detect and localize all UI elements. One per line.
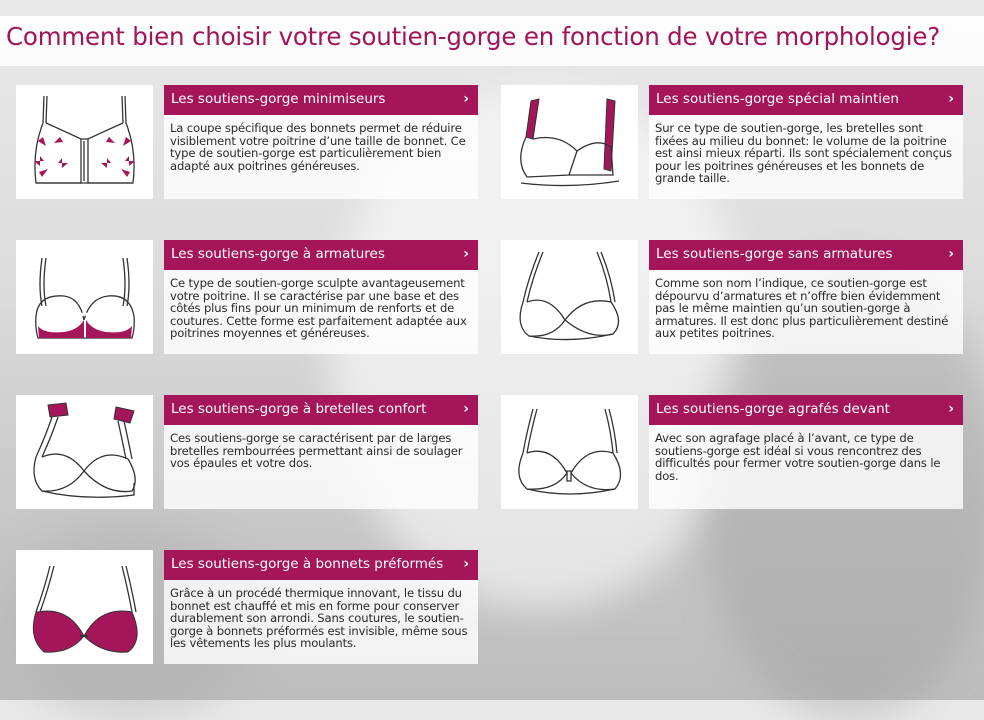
- card-title-link[interactable]: [164, 85, 478, 115]
- card-image: [501, 395, 638, 509]
- chevron-right-icon: ›: [463, 246, 469, 262]
- card-description: Comme son nom l’indique, ce soutien-gorge est dépourvu d’armatures et n’offre bien évidemment pas le même maintien qu’un soutien-gorge à armatures. Il est donc plus particulièrement destiné aux petites poitrines.: [655, 276, 949, 341]
- card-title-link[interactable]: [164, 550, 478, 580]
- card-special-maintien: [501, 85, 961, 199]
- support-bra-icon: [509, 91, 630, 193]
- card-description: Grâce à un procédé thermique innovant, le tissu du bonnet est chauffé et mis en forme pour conserver durablement son arrondi. Sans coutures, le soutien-gorge à bonnets préformés est invisible, même sous les vêtements les plus moulants.: [170, 586, 468, 651]
- molded-cup-bra-icon: [24, 556, 145, 658]
- card-bretelles-confort: [16, 395, 476, 509]
- card-image: [16, 395, 153, 509]
- card-title: Les soutiens-gorge à bretelles confort: [171, 401, 427, 417]
- card-armatures: [16, 240, 476, 354]
- card-title-link[interactable]: [649, 395, 963, 425]
- card-image: [501, 85, 638, 199]
- card-image: [501, 240, 638, 354]
- card-description: La coupe spécifique des bonnets permet de réduire visiblement votre poitrine d’une taille de bonnet. Ce type de soutien-gorge est particulièrement bien adapté aux poitrines généreuses.: [170, 121, 466, 173]
- card-agrafes-devant: [501, 395, 961, 509]
- card-image: [16, 240, 153, 354]
- card-title: Les soutiens-gorge spécial maintien: [656, 91, 899, 107]
- card-image: [16, 550, 153, 664]
- front-closure-bra-icon: [509, 401, 630, 503]
- chevron-right-icon: ›: [463, 556, 469, 572]
- card-description: Sur ce type de soutien-gorge, les bretelles sont fixées au milieu du bonnet: le volume de la poitrine est ainsi mieux réparti. Ils sont spécialement conçus pour les poitrines généreuses et les bonnets de grande taille.: [655, 121, 952, 186]
- card-title: Les soutiens-gorge minimiseurs: [171, 91, 386, 107]
- card-title-link[interactable]: [164, 395, 478, 425]
- card-title: Les soutiens-gorge à bonnets préformés: [171, 556, 444, 572]
- card-image: [16, 85, 153, 199]
- chevron-right-icon: ›: [463, 401, 469, 417]
- wireless-bra-icon: [509, 246, 630, 348]
- chevron-right-icon: ›: [948, 401, 954, 417]
- comfort-strap-bra-icon: [24, 401, 145, 503]
- chevron-right-icon: ›: [948, 91, 954, 107]
- card-title-link[interactable]: [649, 85, 963, 115]
- card-minimiseurs: [16, 85, 476, 199]
- card-title-link[interactable]: [649, 240, 963, 270]
- chevron-right-icon: ›: [948, 246, 954, 262]
- page-title: Comment bien choisir votre soutien-gorge en fonction de votre morphologie?: [6, 22, 941, 51]
- card-bonnets-preformes: [16, 550, 476, 664]
- card-title: Les soutiens-gorge agrafés devant: [656, 401, 890, 417]
- card-description: Ce type de soutien-gorge sculpte avantageusement votre poitrine. Il se caractérise par une base et des côtés plus fins pour un minimum de renforts et de coutures. Cette forme est parfaitement adaptée aux poitrines moyennes et généreuses.: [170, 276, 467, 341]
- chevron-right-icon: ›: [463, 91, 469, 107]
- minimizer-bra-icon: [24, 91, 145, 193]
- card-description: Avec son agrafage placé à l’avant, ce type de soutiens-gorge est idéal si vous rencontrez des difficultés pour fermer votre soutien-gorge dans le dos.: [655, 431, 941, 483]
- card-title-link[interactable]: [164, 240, 478, 270]
- card-title: Les soutiens-gorge sans armatures: [656, 246, 893, 262]
- card-title: Les soutiens-gorge à armatures: [171, 246, 385, 262]
- card-description: Ces soutiens-gorge se caractérisent par de larges bretelles rembourrées permettant ainsi de soulager vos épaules et votre dos.: [170, 431, 463, 471]
- underwire-bra-icon: [24, 246, 145, 348]
- card-sans-armatures: [501, 240, 961, 354]
